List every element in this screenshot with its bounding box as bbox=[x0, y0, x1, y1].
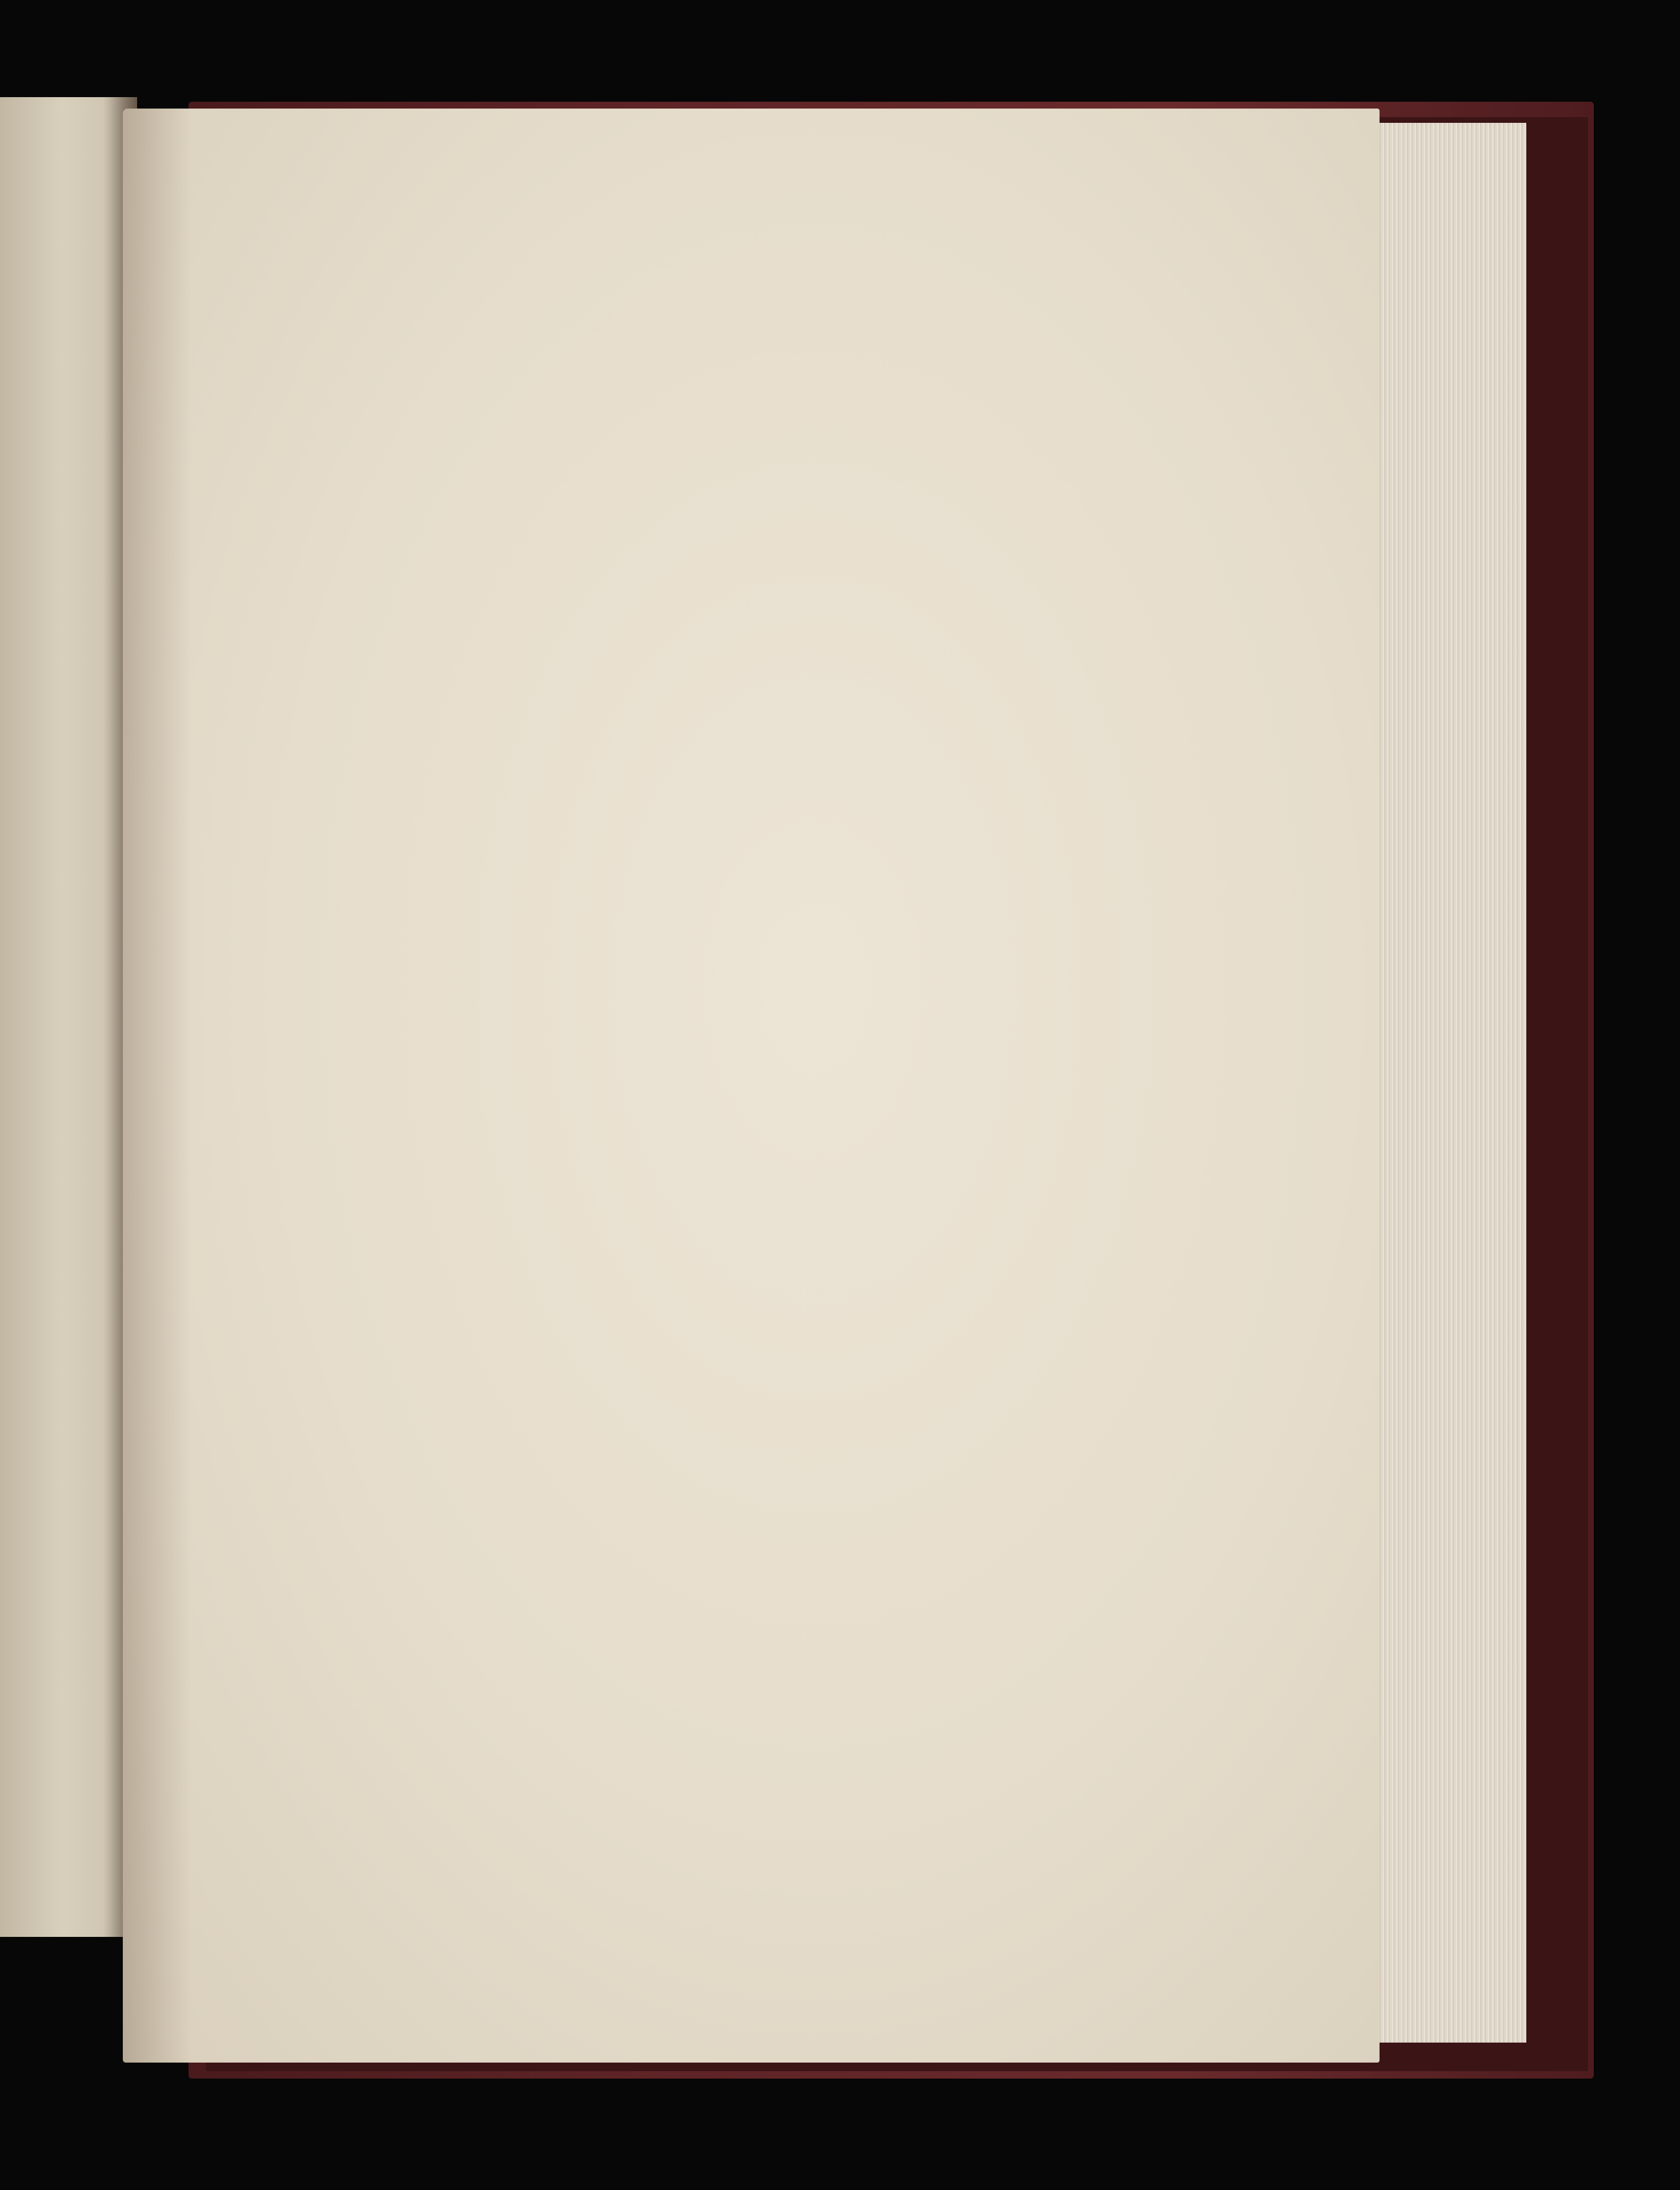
page-edges bbox=[1362, 123, 1526, 2043]
right-page bbox=[123, 109, 1380, 2063]
page-gutter-shadow bbox=[123, 109, 191, 2063]
